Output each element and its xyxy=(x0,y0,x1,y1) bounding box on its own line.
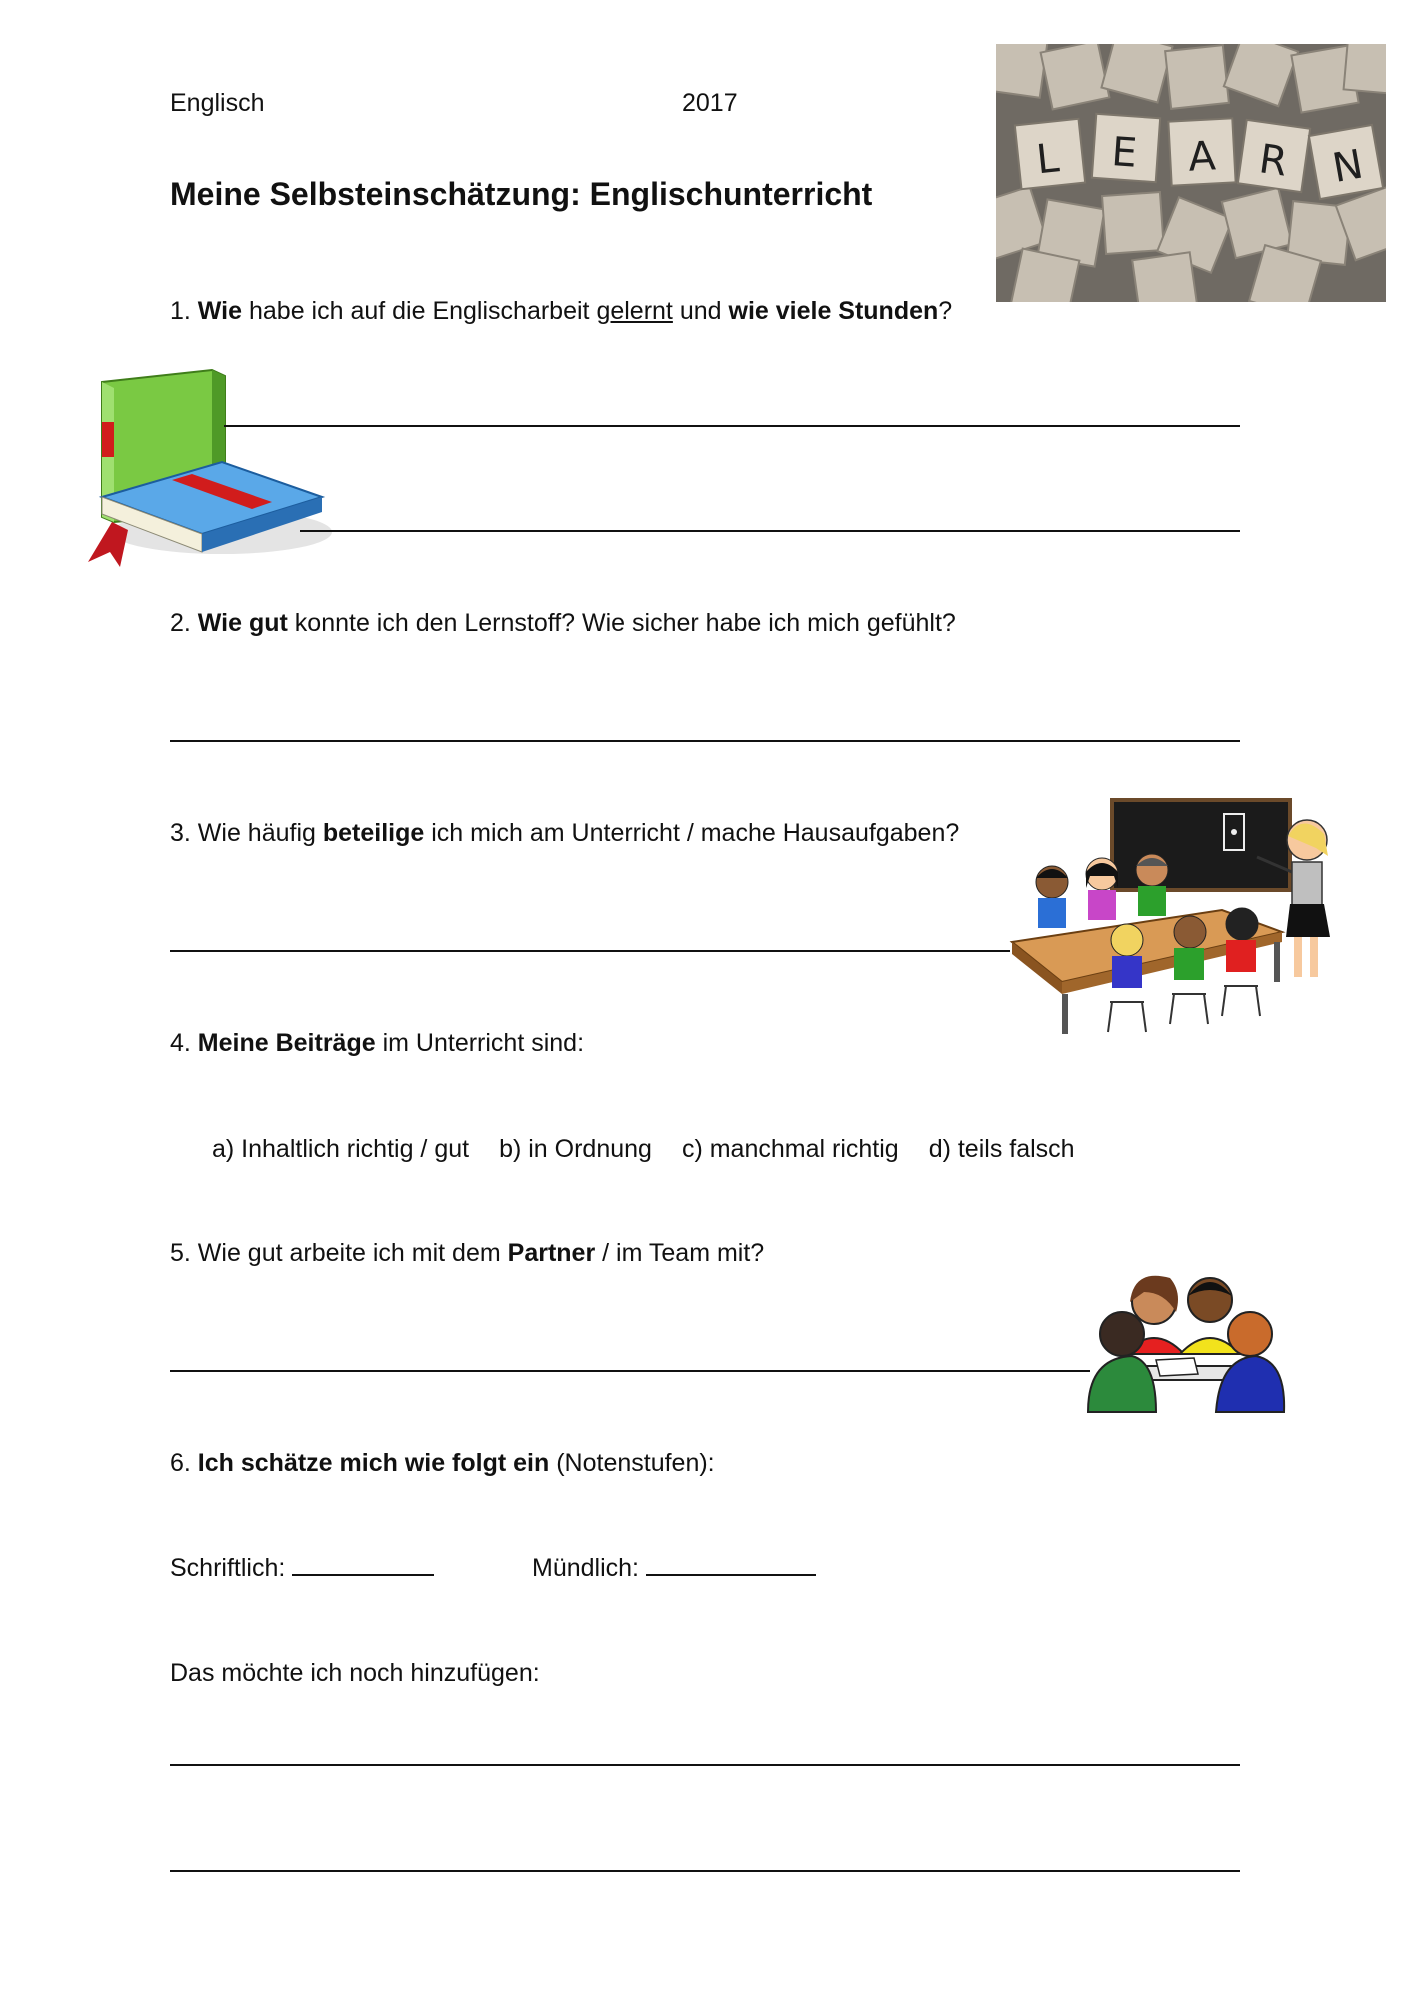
books-icon xyxy=(82,362,332,582)
oral-label: Mündlich: xyxy=(532,1554,639,1582)
page-title: Meine Selbsteinschätzung: Englischunterricht xyxy=(170,176,873,212)
tile-letter: A xyxy=(1187,133,1217,181)
answer-line[interactable] xyxy=(170,1764,1240,1766)
answer-line[interactable] xyxy=(170,1370,1090,1372)
classroom-illustration xyxy=(1002,792,1342,1042)
option-a[interactable]: a) Inhaltlich richtig / gut xyxy=(212,1135,470,1163)
oral-grade-field[interactable] xyxy=(646,1552,816,1576)
grade-oral xyxy=(532,1552,816,1583)
answer-options xyxy=(212,1134,1075,1164)
team-illustration xyxy=(1084,1262,1288,1422)
year-label: 2017 xyxy=(682,89,738,117)
additional-comments-label: Das möchte ich noch hinzufügen: xyxy=(170,1659,540,1687)
learn-tiles-photo xyxy=(996,44,1386,302)
subject-label: Englisch xyxy=(170,89,265,117)
question-3: 3. Wie häufig beteilige ich mich am Unterricht / mache Hausaufgaben? xyxy=(170,819,960,847)
grade-written xyxy=(170,1552,434,1583)
question-5: 5. Wie gut arbeite ich mit dem Partner / im Team mit? xyxy=(170,1239,765,1267)
written-grade-field[interactable] xyxy=(292,1552,434,1576)
answer-line[interactable] xyxy=(224,425,1240,427)
tile-letter: N xyxy=(1329,141,1367,193)
answer-line[interactable] xyxy=(170,950,1010,952)
answer-line[interactable] xyxy=(170,740,1240,742)
question-1: 1. Wie habe ich auf die Englischarbeit gelernt und wie viele Stunden? xyxy=(170,297,953,325)
answer-line[interactable] xyxy=(170,1870,1240,1872)
tile-letter: R xyxy=(1256,136,1291,186)
written-label: Schriftlich: xyxy=(170,1554,286,1582)
option-d[interactable]: d) teils falsch xyxy=(928,1135,1075,1163)
question-2: 2. Wie gut konnte ich den Lernstoff? Wie sicher habe ich mich gefühlt? xyxy=(170,609,956,637)
tile-letter: E xyxy=(1110,129,1139,177)
option-c[interactable]: c) manchmal richtig xyxy=(681,1135,899,1163)
option-b[interactable]: b) in Ordnung xyxy=(499,1135,652,1163)
tile-letter: L xyxy=(1034,135,1062,184)
question-6: 6. Ich schätze mich wie folgt ein (Notenstufen): xyxy=(170,1449,715,1477)
question-4: 4. Meine Beiträge im Unterricht sind: xyxy=(170,1029,585,1057)
answer-line[interactable] xyxy=(300,530,1240,532)
